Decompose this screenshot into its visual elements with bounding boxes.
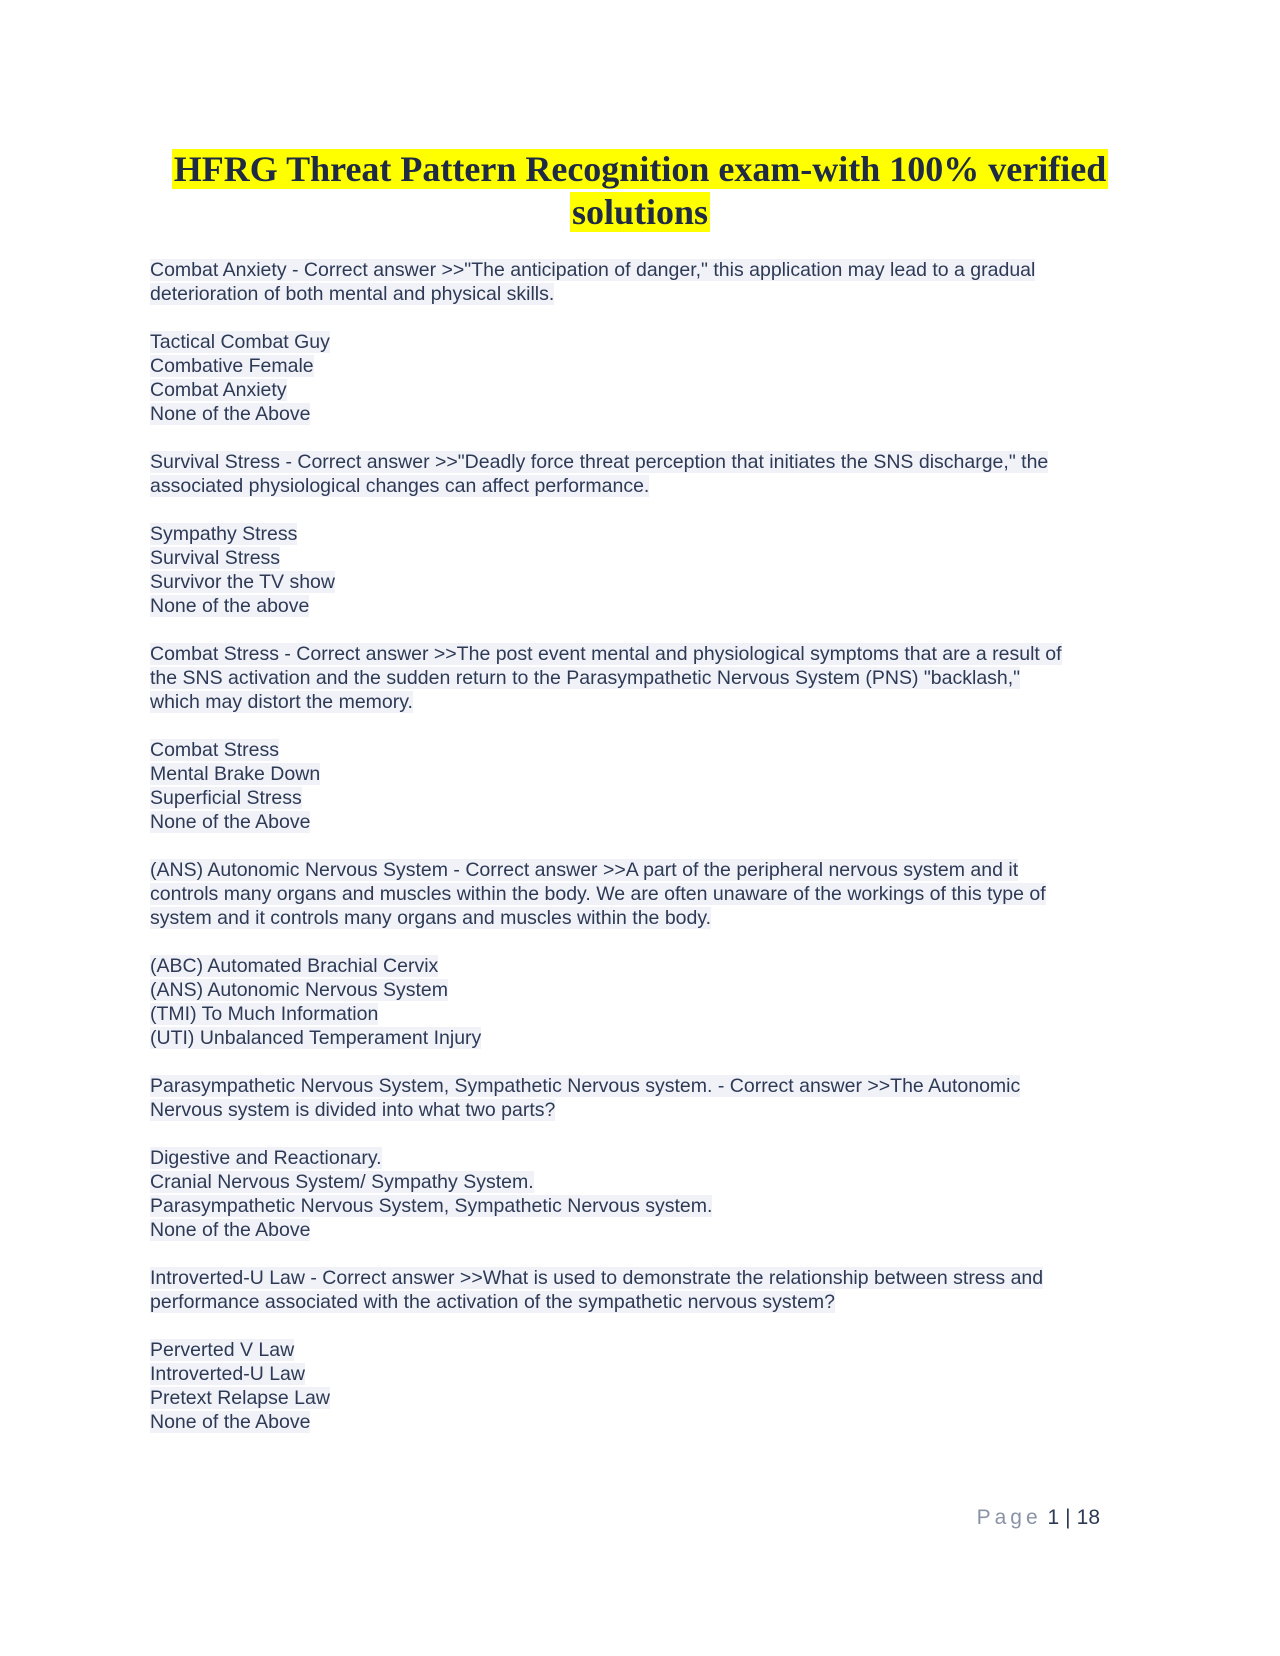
text-line: Nervous system is divided into what two parts? xyxy=(150,1099,556,1121)
option-line: Parasympathetic Nervous System, Sympathetic Nervous system. xyxy=(150,1195,713,1217)
question-block xyxy=(150,642,1130,714)
option-line: Combat Stress xyxy=(150,739,279,761)
option-line: Digestive and Reactionary. xyxy=(150,1147,382,1169)
question-block xyxy=(150,258,1130,306)
text-line: the SNS activation and the sudden return to the Parasympathetic Nervous System (PNS) "backlash," xyxy=(150,667,1021,689)
page-label: Page xyxy=(976,1506,1042,1529)
option-line: (TMI) To Much Information xyxy=(150,1003,379,1025)
total-page-count: 18 xyxy=(1076,1506,1100,1529)
option-line: None of the above xyxy=(150,595,310,617)
text-line: Parasympathetic Nervous System, Sympathetic Nervous system. - Correct answer >>The Autonomic xyxy=(150,1075,1021,1097)
option-line: Survival Stress xyxy=(150,547,281,569)
page-separator: | xyxy=(1065,1506,1071,1529)
text-line: system and it controls many organs and muscles within the body. xyxy=(150,907,712,929)
options-block xyxy=(150,1338,1130,1434)
question-block xyxy=(150,450,1130,498)
question-block xyxy=(150,1266,1130,1314)
current-page-number: 1 xyxy=(1047,1506,1060,1529)
option-line: Pretext Relapse Law xyxy=(150,1387,330,1409)
option-line: Combat Anxiety xyxy=(150,379,287,401)
option-line: (ABC) Automated Brachial Cervix xyxy=(150,955,439,977)
question-block xyxy=(150,858,1130,930)
document-body xyxy=(150,258,1130,1458)
option-line: None of the Above xyxy=(150,1219,311,1241)
option-line: None of the Above xyxy=(150,403,311,425)
option-line: Introverted-U Law xyxy=(150,1363,305,1385)
text-line: Combat Anxiety - Correct answer >>"The anticipation of danger," this application may lead to a gradual xyxy=(150,259,1036,281)
option-line: Sympathy Stress xyxy=(150,523,298,545)
option-line: None of the Above xyxy=(150,811,311,833)
option-line: Mental Brake Down xyxy=(150,763,321,785)
option-line: Combative Female xyxy=(150,355,314,377)
text-line: controls many organs and muscles within the body. We are often unaware of the workings of this type of xyxy=(150,883,1046,905)
option-line: (ANS) Autonomic Nervous System xyxy=(150,979,449,1001)
option-line: Superficial Stress xyxy=(150,787,302,809)
text-line: Survival Stress - Correct answer >>"Deadly force threat perception that initiates the SNS discharge," the xyxy=(150,451,1049,473)
text-line: associated physiological changes can affect performance. xyxy=(150,475,650,497)
option-line: None of the Above xyxy=(150,1411,311,1433)
option-line: Tactical Combat Guy xyxy=(150,331,330,353)
text-line: Combat Stress - Correct answer >>The post event mental and physiological symptoms that are a result of xyxy=(150,643,1062,665)
title-line-2: solutions xyxy=(571,192,709,232)
page-title xyxy=(150,148,1130,234)
options-block xyxy=(150,522,1130,618)
options-block xyxy=(150,738,1130,834)
options-block xyxy=(150,1146,1130,1242)
options-block xyxy=(150,954,1130,1050)
options-block xyxy=(150,330,1130,426)
text-line: (ANS) Autonomic Nervous System - Correct answer >>A part of the peripheral nervous system and it xyxy=(150,859,1019,881)
text-line: which may distort the memory. xyxy=(150,691,413,713)
option-line: (UTI) Unbalanced Temperament Injury xyxy=(150,1027,482,1049)
text-line: performance associated with the activation of the sympathetic nervous system? xyxy=(150,1291,836,1313)
text-line: deterioration of both mental and physical skills. xyxy=(150,283,555,305)
text-line: Introverted-U Law - Correct answer >>What is used to demonstrate the relationship between stress and xyxy=(150,1267,1044,1289)
option-line: Cranial Nervous System/ Sympathy System. xyxy=(150,1171,534,1193)
option-line: Perverted V Law xyxy=(150,1339,295,1361)
question-block xyxy=(150,1074,1130,1122)
option-line: Survivor the TV show xyxy=(150,571,335,593)
title-line-1: HFRG Threat Pattern Recognition exam-with 100% verified xyxy=(173,149,1107,189)
page-number-footer xyxy=(977,1506,1100,1530)
